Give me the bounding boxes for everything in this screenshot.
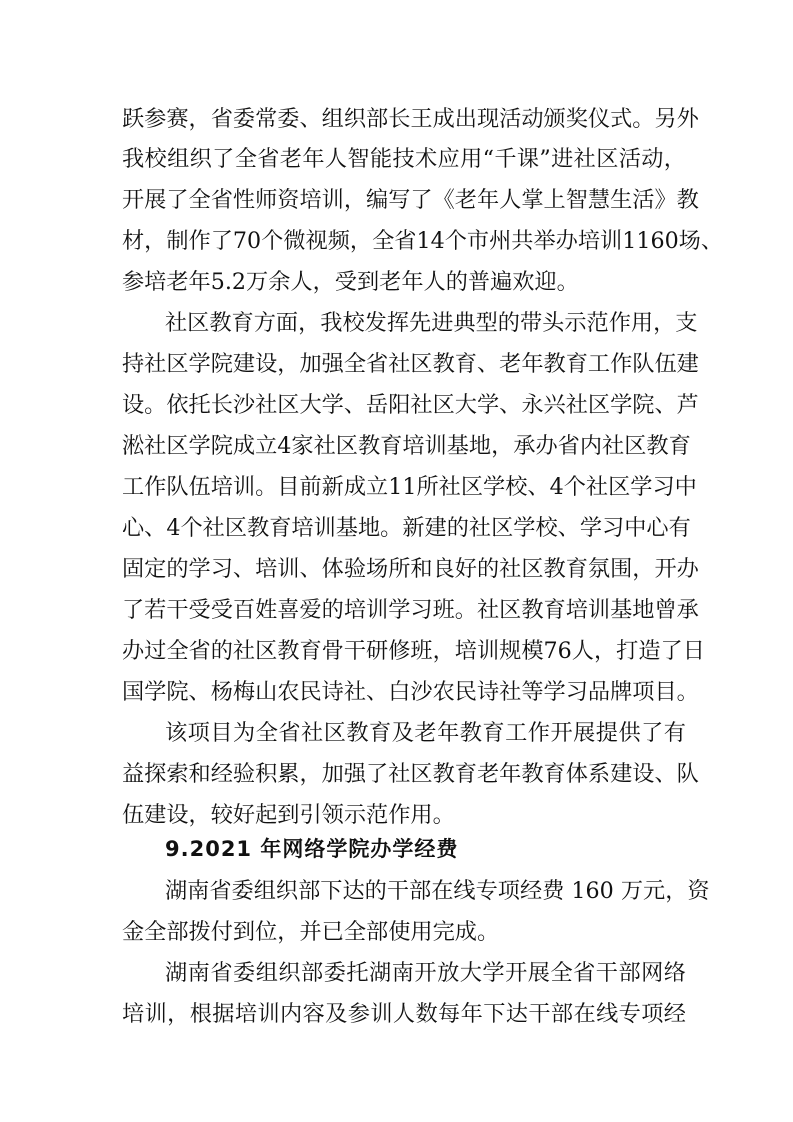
text-line: 心、4个社区教育培训基地。新建的社区学校、学习中心有 bbox=[122, 515, 691, 541]
text-line: 国学院、杨梅山农民诗社、白沙农民诗社等学习品牌项目。 bbox=[122, 679, 699, 705]
text-line: 湖南省委组织部下达的干部在线专项经费 160 万元，资 bbox=[165, 878, 710, 904]
text-line: 材，制作了70个微视频，全省14个市州共举办培训1160场、 bbox=[122, 228, 724, 254]
text-line: 参培老年5.2万余人，受到老年人的普遍欢迎。 bbox=[122, 269, 579, 295]
text-line: 金全部拨付到位，并已全部使用完成。 bbox=[122, 919, 500, 945]
text-line: 伍建设，较好起到引领示范作用。 bbox=[122, 802, 455, 828]
text-line: 开展了全省性师资培训，编写了《老年人掌上智慧生活》教 bbox=[122, 187, 699, 213]
section-heading: 9.2021 年网络学院办学经费 bbox=[165, 837, 459, 861]
text-line: 了若干受受百姓喜爱的培训学习班。社区教育培训基地曾承 bbox=[122, 597, 699, 623]
text-line: 办过全省的社区教育骨干研修班，培训规模76人，打造了日 bbox=[122, 638, 705, 664]
text-line: 培训，根据培训内容及参训人数每年下达干部在线专项经 bbox=[122, 1001, 686, 1027]
text-line: 固定的学习、培训、体验场所和良好的社区教育氛围，开办 bbox=[122, 556, 699, 582]
text-line: 持社区学院建设，加强全省社区教育、老年教育工作队伍建 bbox=[122, 351, 699, 377]
text-line: 淞社区学院成立4家社区教育培训基地，承办省内社区教育 bbox=[122, 433, 691, 459]
text-line: 社区教育方面，我校发挥先进典型的带头示范作用，支 bbox=[165, 310, 698, 336]
text-line: 湖南省委组织部委托湖南开放大学开展全省干部网络 bbox=[165, 960, 686, 986]
text-line: 工作队伍培训。目前新成立11所社区学校、4个社区学习中 bbox=[122, 474, 697, 500]
text-line: 该项目为全省社区教育及老年教育工作开展提供了有 bbox=[165, 720, 686, 746]
text-line: 跃参赛，省委常委、组织部长王成出现活动颁奖仪式。另外 bbox=[122, 106, 699, 132]
text-line: 益探索和经验积累，加强了社区教育老年教育体系建设、队 bbox=[122, 761, 699, 787]
text-line: 设。依托长沙社区大学、岳阳社区大学、永兴社区学院、芦 bbox=[122, 392, 699, 418]
text-line: 我校组织了全省老年人智能技术应用“千课”进社区活动， bbox=[122, 146, 686, 172]
